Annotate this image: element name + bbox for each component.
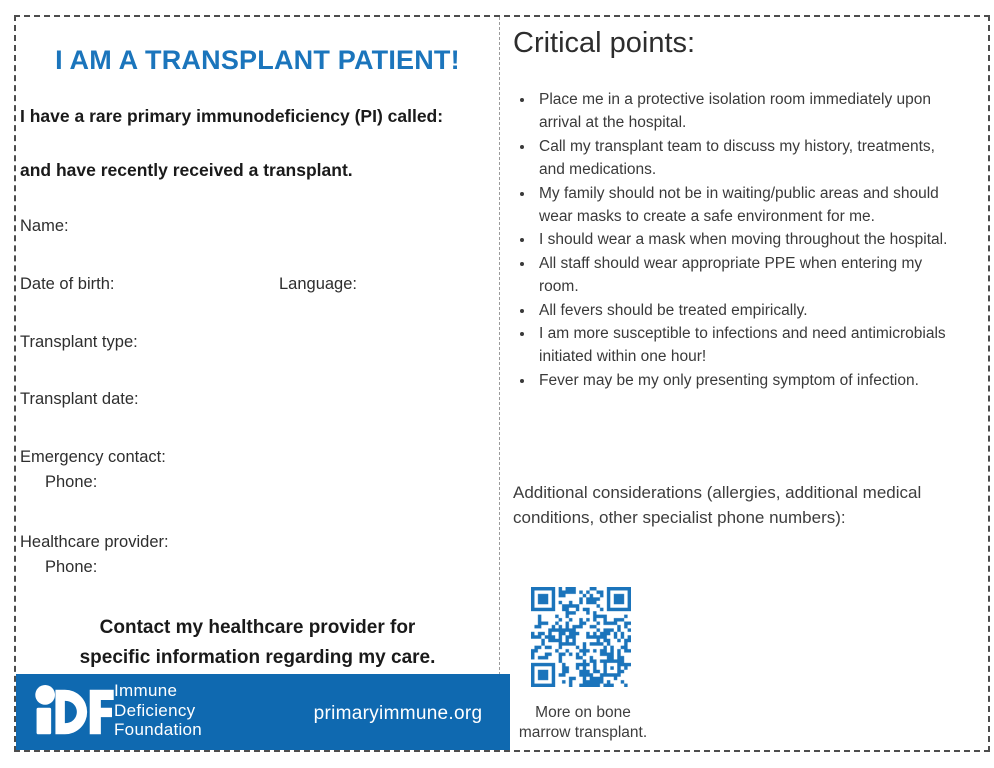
- contact-note: [16, 613, 499, 673]
- critical-point: • All staff should wear appropriate PPE when entering my room.: [535, 252, 961, 299]
- org-name-line-2: Deficiency: [114, 700, 196, 720]
- critical-point: • All fevers should be treated empirically.: [535, 299, 961, 322]
- qr-caption-line-1: More on bone: [535, 704, 631, 721]
- intro-line-2: and have recently received a transplant.: [20, 160, 353, 180]
- field-emergency-contact-label: Emergency contact:: [20, 448, 166, 466]
- qr-caption-line-2: marrow transplant.: [518, 724, 648, 741]
- field-transplant-date-label: Transplant date:: [20, 390, 139, 408]
- qr-caption: [500, 703, 666, 743]
- field-dob-label: Date of birth:: [20, 275, 115, 293]
- contact-note-line-2: specific information regarding my care.: [79, 647, 436, 668]
- card-title: I AM A TRANSPLANT PATIENT!: [55, 45, 460, 75]
- field-provider-phone-label: Phone:: [45, 558, 98, 576]
- transplant-card: [14, 15, 990, 752]
- org-name: [114, 681, 202, 740]
- critical-points-heading: Critical points:: [513, 27, 696, 59]
- critical-point: • Place me in a protective isolation room immediately upon arrival at the hospital.: [535, 88, 961, 135]
- critical-point: • I am more susceptible to infections and need antimicrobials initiated within one hour!: [535, 322, 961, 369]
- website-url: primaryimmune.org: [313, 703, 483, 724]
- field-emergency-phone-label: Phone:: [45, 473, 98, 491]
- field-healthcare-provider-label: Healthcare provider:: [20, 533, 169, 551]
- field-name-label: Name:: [20, 217, 69, 235]
- critical-point: • I should wear a mask when moving throughout the hospital.: [535, 228, 961, 251]
- critical-points-list: [513, 88, 961, 392]
- critical-point: • My family should not be in waiting/public areas and should wear masks to create a safe environment for me.: [535, 182, 961, 229]
- qr-code: [531, 587, 631, 687]
- field-language-label: Language:: [279, 275, 357, 293]
- field-transplant-type-label: Transplant type:: [20, 333, 138, 351]
- additional-considerations: Additional considerations (allergies, additional medical conditions, other specialist phone numbers):: [513, 483, 922, 527]
- contact-note-line-1: Contact my healthcare provider for: [99, 617, 416, 638]
- idf-monogram-icon: [34, 682, 118, 742]
- intro-line-1: I have a rare primary immunodeficiency (PI) called:: [20, 106, 444, 126]
- right-panel: [499, 17, 988, 750]
- critical-point: • Call my transplant team to discuss my history, treatments, and medications.: [535, 135, 961, 182]
- critical-point: • Fever may be my only presenting symptom of infection.: [535, 369, 961, 392]
- left-panel: [16, 17, 499, 750]
- org-name-line-1: Immune: [114, 681, 178, 700]
- footer-band: [16, 674, 510, 750]
- org-name-line-3: Foundation: [114, 720, 203, 739]
